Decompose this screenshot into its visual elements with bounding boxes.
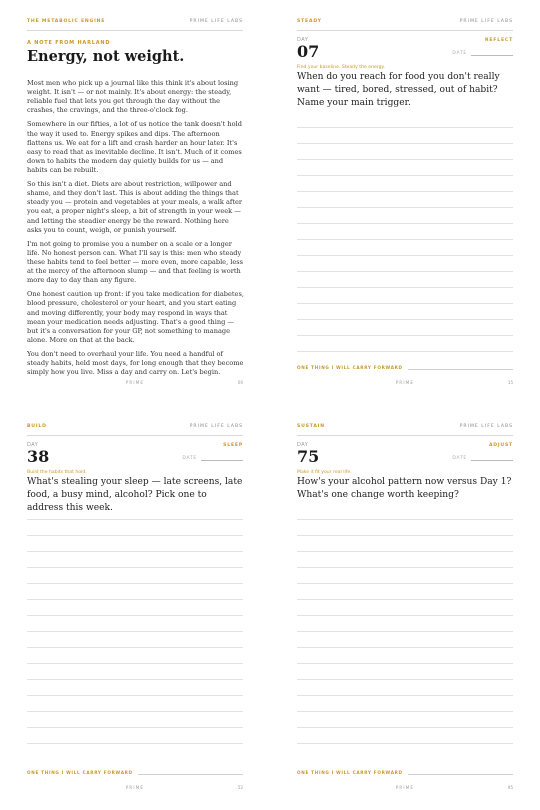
date-label: DATE [452, 456, 467, 461]
journal-prompt: How's your alcohol pattern now versus Day 1? What's one change worth keeping? [297, 477, 512, 501]
brand-label: PRIME LIFE LABS [459, 19, 513, 24]
page-title: Energy, not weight. [27, 48, 185, 65]
date-label: DATE [182, 456, 197, 461]
page-footer [27, 785, 243, 793]
carry-forward-line[interactable] [138, 772, 243, 775]
footer-brand: PRIME [395, 785, 415, 790]
page-footer [297, 785, 513, 793]
journal-page-day [270, 405, 540, 810]
theme-tag: ADJUST [488, 443, 513, 448]
page-footer [27, 380, 243, 388]
page-header [27, 424, 243, 436]
date-field[interactable] [452, 456, 513, 461]
carry-forward[interactable] [297, 769, 513, 775]
paragraph: So this isn't a diet. Diets are about restriction, willpower and shame, and they don't last. This is about adding the things that steady you — protein and vegetables at your meals, a walk after you eat, a proper night's sleep, a bit of strength in your week — and letting the steadier energy be the reward. Nothing here asks you to count, weigh, or punish yourself. [27, 180, 243, 234]
journal-page-note [0, 0, 270, 405]
journal-page-day [0, 405, 270, 810]
section-label: BUILD [27, 424, 47, 429]
date-label: DATE [452, 51, 467, 56]
paragraph: I'm not going to promise you a number on a scale or a longer life. No honest person can. What I'll say is this: men who steady these habits tend to feel better — more even, more capable, less at the mercy of the afternoon slump — and that feeling is worth more day to day than any figure. [27, 239, 244, 285]
footer-brand: PRIME [395, 380, 415, 385]
section-label: THE METABOLIC ENGINE [27, 19, 106, 24]
carry-forward[interactable] [27, 769, 243, 775]
carry-forward-line[interactable] [408, 367, 513, 370]
paragraph: Most men who pick up a journal like this think it's about losing weight. It isn't — or not mainly. It's about energy: the steady, reliable fuel that lets you get through the day without the crashes, the cravings, and the three-o'clock fog. [27, 79, 239, 115]
journal-page-day [270, 0, 540, 405]
carry-forward-label: ONE THING I WILL CARRY FORWARD [27, 770, 133, 775]
brand-label: PRIME LIFE LABS [189, 19, 243, 24]
note-body [27, 79, 245, 382]
paragraph: One honest caution up front: if you take medication for diabetes, blood pressure, cholesterol or your heart, and you start eating and moving differently, your body may respond in ways that mean your medication needs adjusting. That's a good thing — but it's a conversation for your GP, not something to manage alone. More on that at the back. [27, 290, 244, 344]
carry-forward-line[interactable] [408, 772, 513, 775]
day-label: DAY [297, 442, 309, 448]
date-line[interactable] [471, 51, 513, 56]
writing-lines[interactable] [297, 504, 513, 744]
journal-prompt: When do you reach for food you don't really want — tired, bored, stressed, out of habit? Name your main trigger. [297, 72, 500, 109]
phase-subtitle: Make it fit your real life. [297, 470, 352, 475]
date-line[interactable] [201, 456, 243, 461]
page-header [297, 19, 513, 31]
date-line[interactable] [471, 456, 513, 461]
journal-prompt: What's stealing your sleep — late screens, late food, a busy mind, alcohol? Pick one to address this week. [27, 477, 243, 514]
phase-subtitle: Build the habits that hold. [27, 470, 87, 475]
page-number: 52 [237, 785, 243, 790]
theme-tag: REFLECT [485, 38, 513, 43]
brand-label: PRIME LIFE LABS [189, 424, 243, 429]
page-header [27, 19, 243, 31]
brand-label: PRIME LIFE LABS [459, 424, 513, 429]
page-number: 15 [507, 380, 513, 385]
carry-forward-label: ONE THING I WILL CARRY FORWARD [297, 770, 403, 775]
section-label: SUSTAIN [297, 424, 325, 429]
footer-brand: PRIME [125, 785, 145, 790]
day-label: DAY [297, 37, 309, 43]
note-label: A NOTE FROM HARLAND [27, 40, 111, 46]
footer-brand: PRIME [125, 380, 145, 385]
page-number: 00 [237, 380, 243, 385]
phase-subtitle: Find your baseline. Steady the energy. [297, 65, 386, 70]
theme-tag: SLEEP [223, 443, 243, 448]
paragraph: Somewhere in our fifties, a lot of us notice the tank doesn't hold the way it used to. Energy spikes and dips. The afternoon flattens us. We eat for a lift and crash harder an hour later. It's easy to read that as inevitable decline. It isn't. Much of it comes down to habits the modern day quietly builds for us — and habits can be rebuilt. [27, 120, 242, 174]
day-number: 75 [297, 447, 320, 466]
writing-lines[interactable] [27, 504, 243, 744]
carry-forward-label: ONE THING I WILL CARRY FORWARD [297, 365, 403, 370]
day-number: 38 [27, 447, 50, 466]
day-label: DAY [27, 442, 39, 448]
date-field[interactable] [452, 51, 513, 56]
section-label: STEADY [297, 19, 322, 24]
date-field[interactable] [182, 456, 243, 461]
page-number: 95 [507, 785, 513, 790]
paragraph: You don't need to overhaul your life. You need a handful of steady habits, held most days, for long enough that they become simply how you live. Miss a day and carry on. Let's begin. [27, 350, 244, 377]
carry-forward[interactable] [297, 364, 513, 370]
day-number: 07 [297, 42, 320, 61]
page-footer [297, 380, 513, 388]
writing-lines[interactable] [297, 112, 513, 352]
page-header [297, 424, 513, 436]
